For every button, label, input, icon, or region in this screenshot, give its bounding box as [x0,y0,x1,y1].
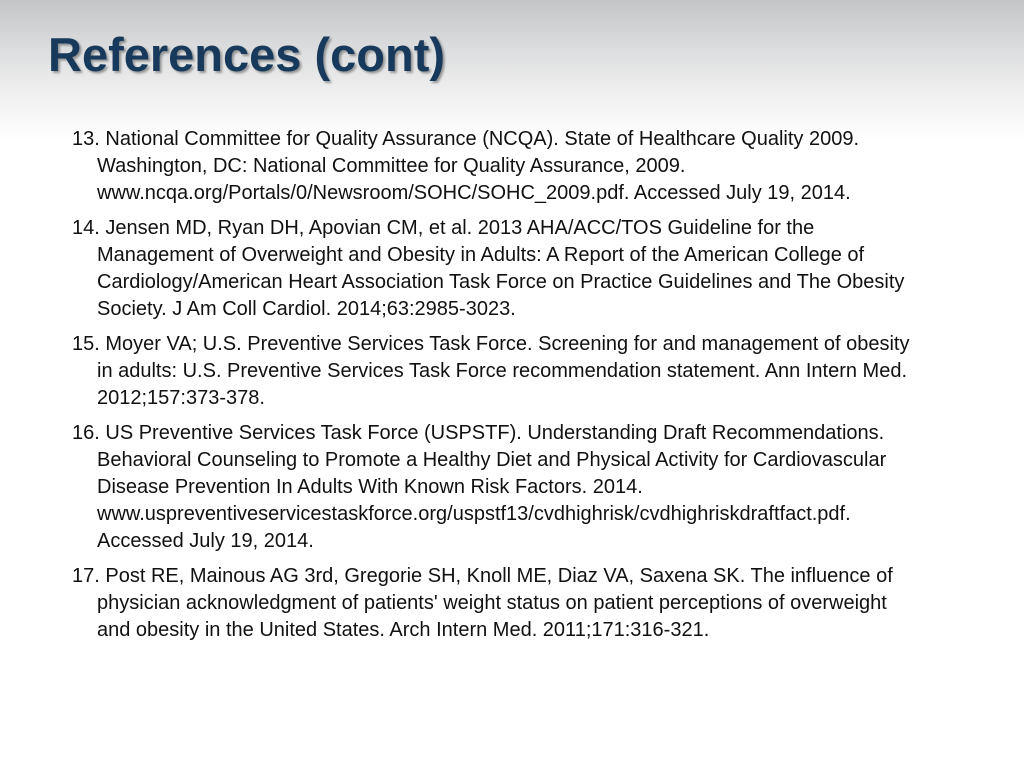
reference-item-13 [72,126,922,207]
reference-number: 13. [72,128,100,150]
reference-text: Post RE, Mainous AG 3rd, Gregorie SH, Knoll ME, Diaz VA, Saxena SK. The influence of physician acknowledgment of patients' weight status on patient perceptions of overweight and obesity in the United States. Arch Intern Med. 2011;171:316-321. [97,565,893,641]
reference-item-14 [72,215,922,323]
reference-number: 16. [72,422,100,444]
reference-text: Moyer VA; U.S. Preventive Services Task Force. Screening for and management of obesity in adults: U.S. Preventive Services Task Force recommendation statement. Ann Intern Med. 2012;157:373-378. [97,333,910,409]
reference-item-15 [72,331,922,412]
reference-item-17 [72,563,922,644]
slide-title: References (cont) [48,28,445,81]
reference-text: National Committee for Quality Assurance (NCQA). State of Healthcare Quality 2009. Washington, DC: National Committee for Quality Assurance, 2009. www.ncqa.org/Portals/0/Newsroom/SOHC/SOHC_2009.pdf. Accessed July 19, 2014. [97,128,860,204]
reference-list [72,126,922,652]
reference-number: 17. [72,565,100,587]
reference-number: 15. [72,333,100,355]
reference-text: US Preventive Services Task Force (USPSTF). Understanding Draft Recommendations. Behavioral Counseling to Promote a Healthy Diet and Physical Activity for Cardiovascular Disease Prevention In Adults With Known Risk Factors. 2014. www.uspreventiveservicestaskforce.org/uspstf13/cvdhighrisk/cvdhighriskdraftfact.pdf. Accessed July 19, 2014. [97,422,887,552]
reference-number: 14. [72,217,100,239]
reference-item-16 [72,420,922,555]
reference-text: Jensen MD, Ryan DH, Apovian CM, et al. 2013 AHA/ACC/TOS Guideline for the Management of Overweight and Obesity in Adults: A Report of the American College of Cardiology/American Heart Association Task Force on Practice Guidelines and The Obesity Society. J Am Coll Cardiol. 2014;63:2985-3023. [97,217,905,320]
